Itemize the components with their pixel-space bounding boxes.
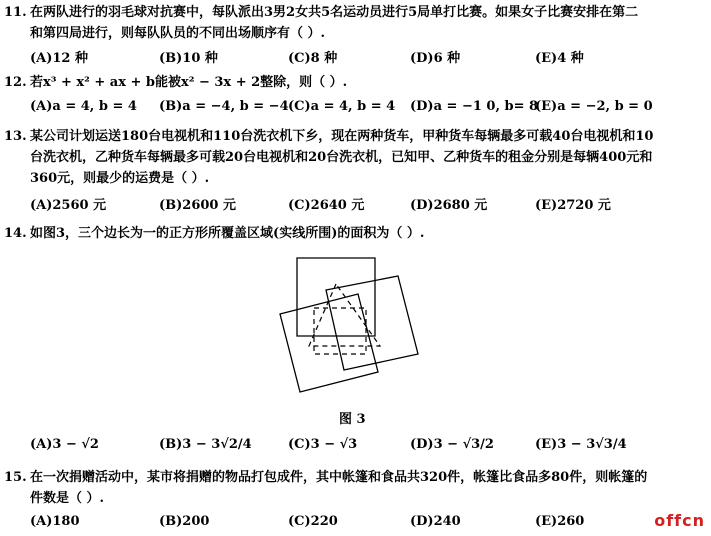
option-b: (B)a = −4, b = −4 xyxy=(159,99,289,114)
figure-three-squares xyxy=(270,250,440,400)
question-stem: 若x³ + x² + ax + b能被x² − 3x + 2整除，则（ ）. xyxy=(30,75,348,90)
option-b: (B)2600 元 xyxy=(159,198,236,213)
options-row-15 xyxy=(30,514,710,534)
question-number: 15. xyxy=(4,470,27,485)
option-a: (A)a = 4, b = 4 xyxy=(30,99,137,114)
option-a: (A)12 种 xyxy=(30,51,89,66)
option-a: (A)180 xyxy=(30,514,80,529)
option-d: (D)240 xyxy=(410,514,461,529)
option-b: (B)200 xyxy=(159,514,210,529)
question-11 xyxy=(4,2,638,44)
options-row-12 xyxy=(30,99,710,119)
option-c: (C)a = 4, b = 4 xyxy=(288,99,396,114)
option-c: (C)3 − √3 xyxy=(288,437,358,452)
question-14 xyxy=(4,223,424,244)
option-c: (C)2640 元 xyxy=(288,198,365,213)
option-d: (D)a = −1 0, b= 8 xyxy=(410,99,539,114)
option-e: (E)260 xyxy=(535,514,585,529)
option-e: (E)3 − 3√3/4 xyxy=(535,437,627,452)
option-d: (D)3 − √3/2 xyxy=(410,437,494,452)
question-stem: 在一次捐赠活动中，某市将捐赠的物品打包成件，其中帐篷和食品共320件，帐篷比食品多80件，则帐篷的 xyxy=(30,470,648,485)
option-d: (D)6 种 xyxy=(410,51,461,66)
option-d: (D)2680 元 xyxy=(410,198,488,213)
question-number: 14. xyxy=(4,226,27,241)
option-b: (B)10 种 xyxy=(159,51,218,66)
option-a: (A)3 − √2 xyxy=(30,437,99,452)
option-e: (E)2720 元 xyxy=(535,198,611,213)
question-number: 13. xyxy=(4,129,27,144)
question-number: 11. xyxy=(4,5,27,20)
watermark-logo: offcn xyxy=(654,511,705,530)
options-row-13 xyxy=(30,194,710,214)
question-12 xyxy=(4,72,347,93)
option-a: (A)2560 元 xyxy=(30,198,107,213)
options-row-14 xyxy=(30,437,710,457)
question-number: 12. xyxy=(4,75,27,90)
question-stem-continued: 台洗衣机，乙种货车每辆最多可载20台电视机和20台洗衣机，已知甲、乙种货车的租金分别是每辆400元和 xyxy=(30,150,653,165)
option-c: (C)220 xyxy=(288,514,338,529)
square-solid-1 xyxy=(297,258,375,336)
question-stem-continued: 件数是（ ）. xyxy=(30,491,105,506)
option-c: (C)8 种 xyxy=(288,51,338,66)
question-stem: 某公司计划运送180台电视机和110台洗衣机下乡，现在两种货车，甲种货车每辆最多可载40台电视机和10 xyxy=(30,129,654,144)
option-e: (E)4 种 xyxy=(535,51,584,66)
figure-caption: 图 3 xyxy=(339,412,366,427)
question-stem: 在两队进行的羽毛球对抗赛中，每队派出3男2女共5名运动员进行5局单打比赛。如果女子比赛安排在第二 xyxy=(30,5,639,20)
option-b: (B)3 − 3√2/4 xyxy=(159,437,252,452)
question-15 xyxy=(4,467,647,509)
question-stem: 如图3，三个边长为一的正方形所覆盖区域(实线所围)的面积为（ ）. xyxy=(30,226,425,241)
dashed-square xyxy=(314,308,366,354)
square-solid-2 xyxy=(280,294,378,392)
option-e: (E)a = −2, b = 0 xyxy=(535,99,653,114)
question-stem-continued: 360元，则最少的运费是（ ）. xyxy=(30,171,210,186)
question-13 xyxy=(4,126,653,189)
options-row-11 xyxy=(30,47,710,67)
question-stem-continued: 和第四局进行，则每队队员的不同出场顺序有（ ）. xyxy=(30,26,326,41)
